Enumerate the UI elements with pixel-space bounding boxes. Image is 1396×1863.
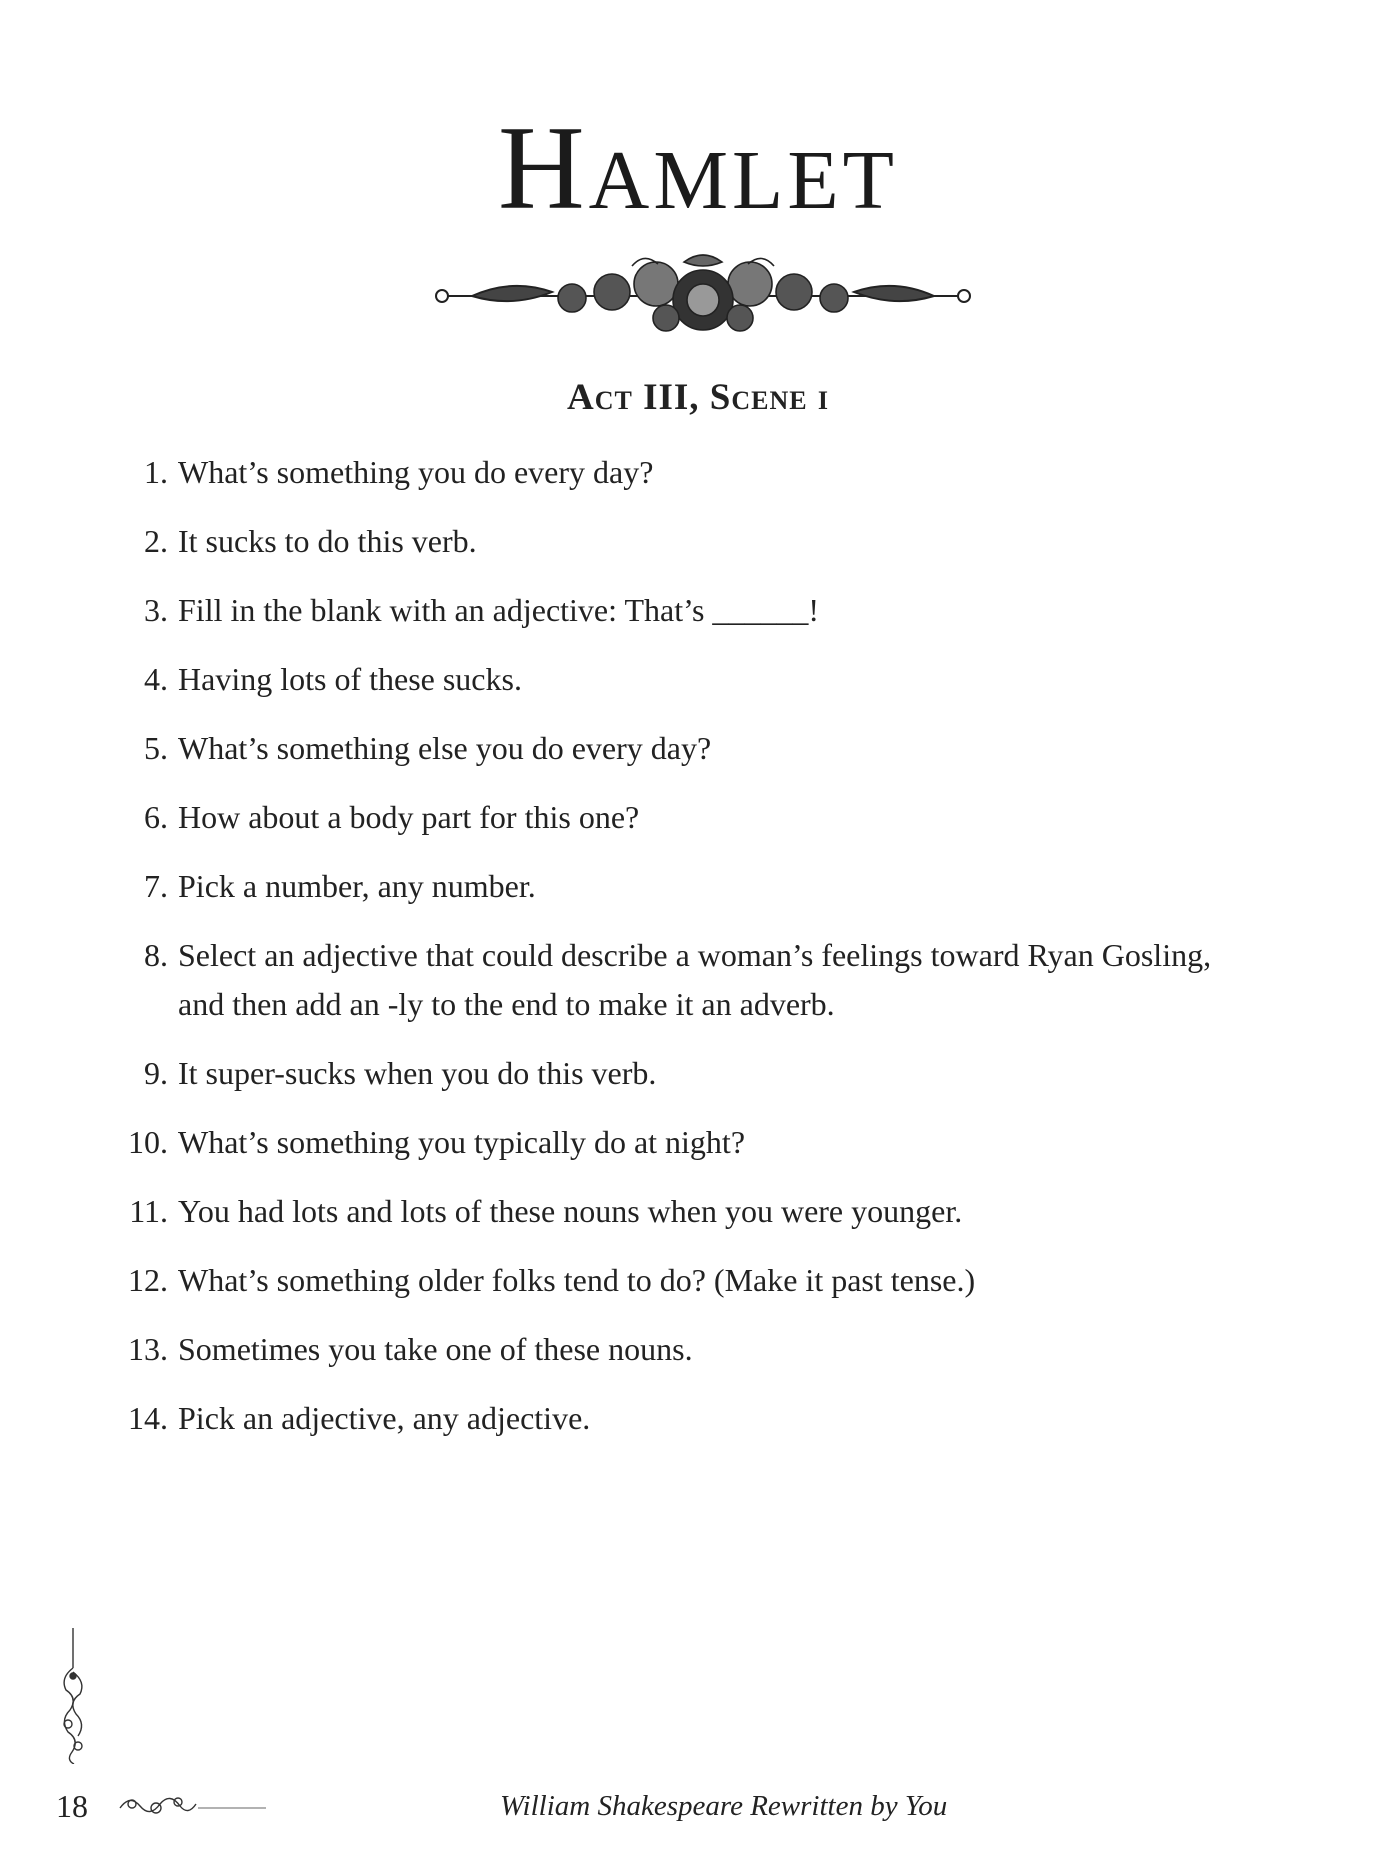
item-number: 2. — [144, 523, 168, 559]
item-text: Having lots of these sucks. — [178, 661, 522, 697]
list-item — [118, 1049, 1258, 1098]
item-number: 5. — [144, 730, 168, 766]
list-item — [118, 1256, 1258, 1305]
list-item — [118, 862, 1258, 911]
item-text: Pick an adjective, any adjective. — [178, 1400, 591, 1436]
list-item — [118, 1325, 1258, 1374]
item-number: 6. — [144, 799, 168, 835]
item-text: Fill in the blank with an adjective: That’s ______! — [178, 592, 820, 628]
list-item — [118, 1394, 1258, 1443]
list-item — [118, 1118, 1258, 1167]
item-number: 3. — [144, 592, 168, 628]
item-number: 14. — [128, 1400, 168, 1436]
item-number: 10. — [128, 1124, 168, 1160]
item-text: It sucks to do this verb. — [178, 523, 477, 559]
list-item — [118, 655, 1258, 704]
item-number: 4. — [144, 661, 168, 697]
item-text: Pick a number, any number. — [178, 868, 536, 904]
item-text: How about a body part for this one? — [178, 799, 640, 835]
list-item — [118, 586, 1258, 635]
page-number: 18 — [56, 1788, 88, 1824]
item-text: What’s something older folks tend to do? (Make it past tense.) — [178, 1262, 976, 1298]
running-footer-title: William Shakespeare Rewritten by You — [500, 1790, 948, 1822]
item-text: What’s something you typically do at night? — [178, 1124, 746, 1160]
list-item — [118, 793, 1258, 842]
item-number: 13. — [128, 1331, 168, 1367]
item-number: 12. — [128, 1262, 168, 1298]
list-item — [118, 1187, 1258, 1236]
list-item — [118, 517, 1258, 566]
list-item — [118, 448, 1258, 497]
item-text: Select an adjective that could describe a woman’s feelings toward Ryan Gosling, and then add an -ly to the end to make it an adverb. — [178, 937, 1212, 1022]
footer-flourish-icon — [118, 1790, 268, 1820]
list-item — [118, 724, 1258, 773]
item-text: What’s something else you do every day? — [178, 730, 712, 766]
item-number: 7. — [144, 868, 168, 904]
page-title: Hamlet — [498, 101, 898, 234]
item-number: 9. — [144, 1055, 168, 1091]
floral-divider-icon — [432, 248, 974, 344]
scroll-flourish-icon — [56, 1628, 90, 1764]
item-number: 11. — [129, 1193, 168, 1229]
item-text: It super-sucks when you do this verb. — [178, 1055, 657, 1091]
question-list — [118, 448, 1258, 1463]
scene-heading: Act III, Scene i — [567, 377, 829, 418]
item-text: Sometimes you take one of these nouns. — [178, 1331, 693, 1367]
item-text: You had lots and lots of these nouns when you were younger. — [178, 1193, 963, 1229]
list-item — [118, 931, 1258, 1029]
item-text: What’s something you do every day? — [178, 454, 654, 490]
item-number: 8. — [144, 937, 168, 973]
item-number: 1. — [144, 454, 168, 490]
